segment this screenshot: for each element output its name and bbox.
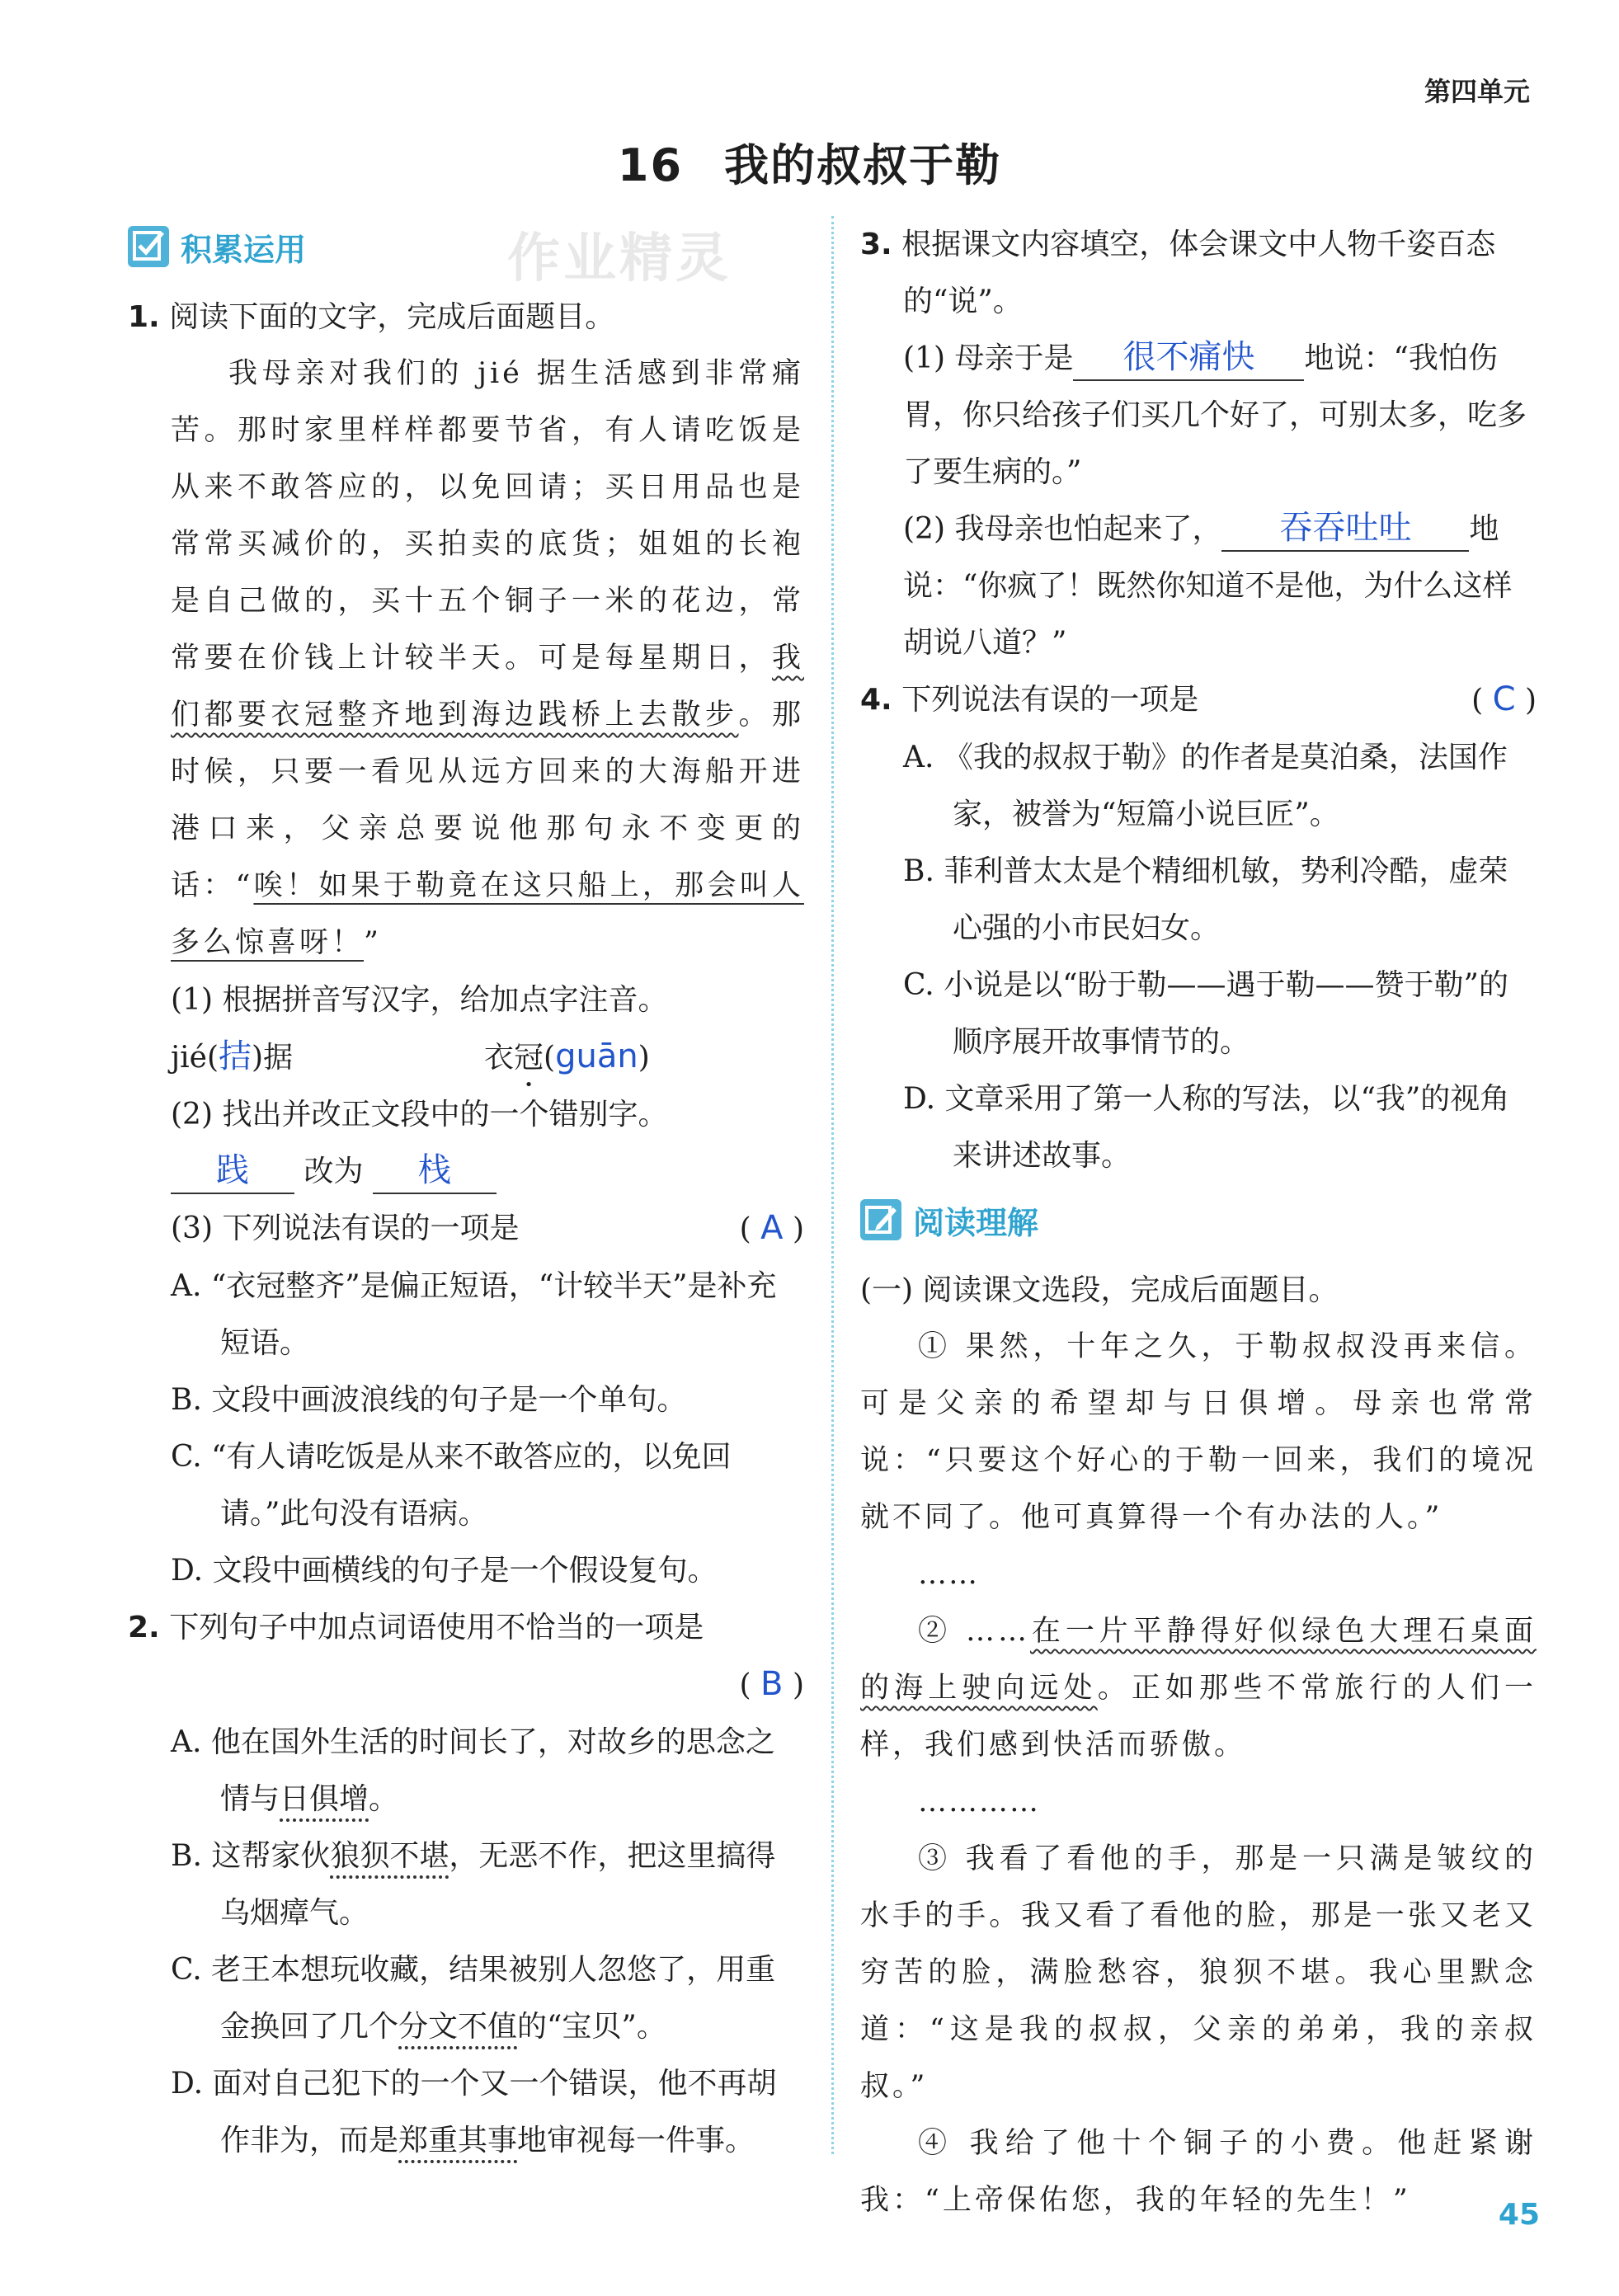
sub-question-text: (3) 下列说法有误的一项是: [171, 1212, 520, 1245]
reading-intro: (一) 阅读课文选段，完成后面题目。: [860, 1273, 1339, 1307]
option-text: A. 他在国外生活的时间长了，对故乡的思念之情与: [171, 1725, 775, 1816]
lesson-title: [0, 130, 1619, 194]
dotted-word: 分文不值: [398, 2010, 518, 2044]
option: B. 文段中画波浪线的句子是一个单句。: [171, 1383, 687, 1417]
reading-paragraph: ③ 我看了看他的手，那是一只满是皱纹的水手的手。我又看了看他的脸，那是一张又老又穷苦的脸，满脸愁容，狼狈不堪。我心里默念道：“这是我的叔叔，父亲的弟弟，我的亲叔叔。”: [860, 1842, 1537, 2103]
pinyin-text: jié(: [171, 1041, 219, 1075]
option: [128, 1828, 804, 1941]
pinyin-item-a: [171, 1028, 484, 1086]
option: A. “衣冠整齐”是偏正短语，“计较半天”是补充短语。: [171, 1269, 777, 1360]
answer-row: [128, 1656, 804, 1714]
option: D. 文段中画横线的句子是一个假设复句。: [171, 1554, 718, 1588]
answer-paren: [740, 1200, 804, 1258]
option: [128, 1941, 804, 2055]
sub-question-2: (2) 找出并改正文段中的一个错别字。: [171, 1098, 668, 1132]
option: D. 文章采用了第一人称的写法，以“我”的视角来讲述故事。: [903, 1082, 1510, 1173]
question-number: 4.: [860, 683, 892, 717]
pencil-icon: [860, 1199, 901, 1240]
option: A. 《我的叔叔于勒》的作者是莫泊桑，法国作家，被誉为“短篇小说巨匠”。: [903, 741, 1508, 831]
column-divider: [831, 216, 834, 2154]
answer-blank: 栈: [373, 1148, 497, 1194]
watermark: 作业精灵: [507, 228, 732, 289]
reading-paragraph: [860, 1603, 1537, 1774]
section-label: 积累运用: [181, 231, 307, 268]
answer-text: guān: [555, 1037, 638, 1075]
option-text: 的“宝贝”。: [517, 2010, 666, 2044]
reading-text: ② ……: [918, 1615, 1030, 1648]
pinyin-item-b: [484, 1028, 650, 1086]
pinyin-text: )据: [252, 1041, 294, 1075]
answer-paren: [740, 1656, 804, 1714]
fill-text: 地说：“你疯了！既然你知道不是他，为什么这样胡说八道？”: [903, 512, 1513, 660]
dotted-char: 冠: [514, 1041, 544, 1075]
unit-label: 第四单元: [1424, 76, 1530, 107]
typo-answer-row: [128, 1143, 804, 1200]
question-2: [128, 1599, 804, 2169]
paren: (: [739, 1668, 751, 1702]
question-stem: 根据课文内容填空，体会课文中人物千姿百态的“说”。: [901, 228, 1496, 318]
pinyin-text: 衣: [484, 1041, 515, 1075]
option: B. 菲利普太太是个精细机敏，势利冷酷，虚荣心强的小市民妇女。: [903, 854, 1508, 945]
paren: ): [792, 1668, 804, 1702]
paren: (: [1471, 684, 1484, 718]
reading-passage: [860, 1319, 1537, 2229]
option-text: B. 这帮家伙: [171, 1839, 331, 1873]
question-4: [860, 671, 1537, 1184]
lesson-title-text: 我的叔叔于勒: [724, 139, 1002, 191]
answer-blank: 吞吞吐吐: [1221, 506, 1469, 552]
paren: (: [739, 1212, 751, 1246]
option-text: D. 面对自己犯下的一个又一个错误，他不再胡作非为，而是: [171, 2067, 777, 2157]
answer-paren: [1471, 671, 1537, 729]
answer-text: 拮: [219, 1037, 252, 1075]
ellipsis: ……: [918, 1558, 979, 1591]
wavy-underlined-sentence: 在一片平静得好似绿色大理石桌面的海上驶向远处: [860, 1615, 1537, 1705]
section-head-reading: [860, 1189, 1537, 1250]
paren: ): [792, 1212, 804, 1246]
reading-paragraph: ① 果然，十年之久，于勒叔叔没再来信。可是父亲的希望却与日俱增。母亲也常常说：“只要这个好心的于勒一回来，我们的境况就不同了。他可真算得一个有办法的人。”: [860, 1330, 1537, 1534]
question-number: 2.: [128, 1611, 160, 1644]
fill-text: (2) 我母亲也怕起来了，: [903, 512, 1222, 546]
typo-mid: 改为: [304, 1155, 364, 1188]
ellipsis: …………: [918, 1786, 1040, 1818]
question-3: [860, 216, 1537, 671]
passage-text: 。那时候，只要一看见从远方回来的大海船开进港口来，父亲总要说他那句永不变更的话：“: [171, 699, 804, 902]
fill-2: [860, 501, 1537, 671]
option-text: C. 老王本想玩收藏，结果被别人忽悠了，用重金换回了几个: [171, 1953, 776, 2044]
section-label: 阅读理解: [913, 1204, 1039, 1241]
option: C. “有人请吃饭是从来不敢答应的，以免回请。”此句没有语病。: [171, 1440, 732, 1531]
pinyin-text: (: [544, 1041, 556, 1075]
paren: ): [1524, 684, 1537, 718]
fill-1: [860, 330, 1537, 501]
right-column: [860, 216, 1537, 2229]
option-text: ，无恶不作，把这里搞得乌烟瘴气。: [220, 1839, 776, 1930]
reading-text: 。正如那些不常旅行的人们一样，我们感到快活而骄傲。: [860, 1672, 1537, 1762]
option: [128, 1714, 804, 1828]
passage-text: 我母亲对我们的 jié 据生活感到非常痛苦。那时家里样样都要节省，有人请吃饭是从来不敢答应的，以免回请；买日用品也是常常买减价的，买拍卖的底货；姐姐的长袍是自己做的，买十五个铜子一米的花边，常常要在价钱上计较半天。可是每星期日，: [171, 357, 804, 675]
question-stem: 下列说法有误的一项是: [901, 683, 1199, 717]
sub-question-3: [128, 1200, 804, 1258]
option-text: 地审视每一件事。: [517, 2124, 755, 2157]
checkmark-icon: [128, 226, 169, 267]
question-stem: 下列句子中加点词语使用不恰当的一项是: [169, 1611, 704, 1644]
option: C. 小说是以“盼于勒——遇于勒——赞于勒”的顺序展开故事情节的。: [903, 968, 1508, 1059]
page-number: 45: [1498, 2198, 1540, 2232]
section-head-accumulate: [128, 216, 804, 289]
wavy-underlined-sentence: 我们都要衣冠整齐地到海边践桥上去散步: [171, 642, 804, 732]
answer-blank: 很不痛快: [1073, 335, 1304, 381]
underlined-sentence: 唉！如果于勒竟在这只船上，那会叫人多么惊喜呀！: [171, 869, 804, 959]
pinyin-row: [128, 1028, 804, 1086]
reading-paragraph: ④ 我给了他十个铜子的小费。他赶紧谢我：“上帝保佑您，我的年轻的先生！”: [860, 2127, 1537, 2217]
passage-text: ”: [364, 926, 382, 959]
answer-text: C: [1492, 680, 1516, 718]
sub-question-1: (1) 根据拼音写汉字，给加点字注音。: [171, 983, 668, 1017]
dotted-word: 狼狈不堪: [330, 1839, 449, 1873]
answer-text: A: [760, 1209, 784, 1247]
left-column: [128, 216, 804, 2169]
lesson-number: 16: [617, 139, 684, 191]
pinyin-text: ): [638, 1041, 650, 1075]
answer-text: B: [760, 1665, 784, 1703]
fill-text: 地说：“我怕伤胃，你只给孩子们买几个好了，可别太多，吃多了要生病的。”: [903, 341, 1527, 489]
question-number: 3.: [860, 228, 892, 261]
dotted-word: 日俱增: [280, 1782, 369, 1816]
dotted-word: 郑重其事: [398, 2124, 518, 2157]
fill-text: (1) 母亲于是: [903, 341, 1074, 375]
passage: [128, 346, 804, 972]
option-text: 。: [369, 1782, 399, 1816]
question-1: [128, 289, 804, 1599]
question-number: 1.: [128, 300, 160, 334]
option: [128, 2055, 804, 2169]
answer-blank: 践: [171, 1148, 294, 1194]
question-stem: 阅读下面的文字，完成后面题目。: [169, 300, 615, 334]
